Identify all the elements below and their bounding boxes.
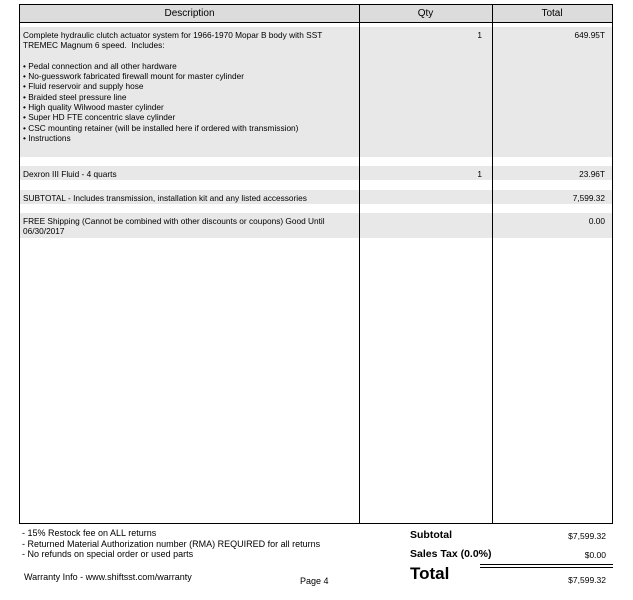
sales-tax-value: $0.00	[584, 550, 606, 560]
note-line: - 15% Restock fee on ALL returns	[22, 528, 157, 538]
header-description: Description	[164, 8, 215, 19]
header-total: Total	[541, 8, 563, 19]
table-row	[20, 27, 612, 157]
header-qty: Qty	[417, 8, 434, 19]
column-divider	[492, 5, 493, 523]
total-rule	[480, 567, 613, 568]
row-total: 649.95T	[574, 30, 605, 40]
note-line: - No refunds on special order or used parts	[22, 549, 194, 559]
table-row	[20, 190, 612, 204]
line-items-table	[19, 4, 613, 524]
subtotal-value: $7,599.32	[568, 531, 606, 541]
warranty-info: Warranty Info - www.shiftsst.com/warranty	[24, 572, 192, 582]
row-qty: 1	[477, 169, 482, 179]
row-total: 7,599.32	[572, 193, 605, 203]
total-value: $7,599.32	[568, 575, 606, 585]
column-divider	[359, 5, 360, 523]
row-description: FREE Shipping (Cannot be combined with other discounts or coupons) Good Until 06/30/2017	[23, 216, 327, 237]
row-description: Complete hydraulic clutch actuator system for 1966-1970 Mopar B body with SST TREMEC Magnum 6 speed. Includes: • Pedal connection and all other hardware • No-guesswork fabricated firewall mount for master cylinder • Fluid reservoir and supply hose • Braided steel pressure line • High quality Wilwood master cylinder • Super HD FTE concentric slave cylinder • CSC mounting retainer (will be installed here if ordered with transmission) • Instructions	[23, 30, 323, 143]
return-policy-notes	[22, 528, 320, 560]
row-description: Dexron III Fluid - 4 quarts	[23, 169, 117, 179]
total-label: Total	[410, 564, 450, 583]
row-description: SUBTOTAL - Includes transmission, installation kit and any listed accessories	[23, 193, 307, 203]
page-number: Page 4	[300, 576, 329, 586]
table-row	[20, 166, 612, 180]
note-line: - Returned Material Authorization number (RMA) REQUIRED for all returns	[22, 538, 321, 549]
total-rule	[480, 564, 613, 565]
row-total: 0.00	[588, 216, 605, 226]
table-row	[20, 213, 612, 238]
subtotal-label: Subtotal	[410, 529, 452, 541]
row-qty: 1	[477, 30, 482, 40]
row-total: 23.96T	[579, 169, 605, 179]
table-header	[20, 5, 612, 23]
sales-tax-label: Sales Tax (0.0%)	[410, 548, 492, 560]
